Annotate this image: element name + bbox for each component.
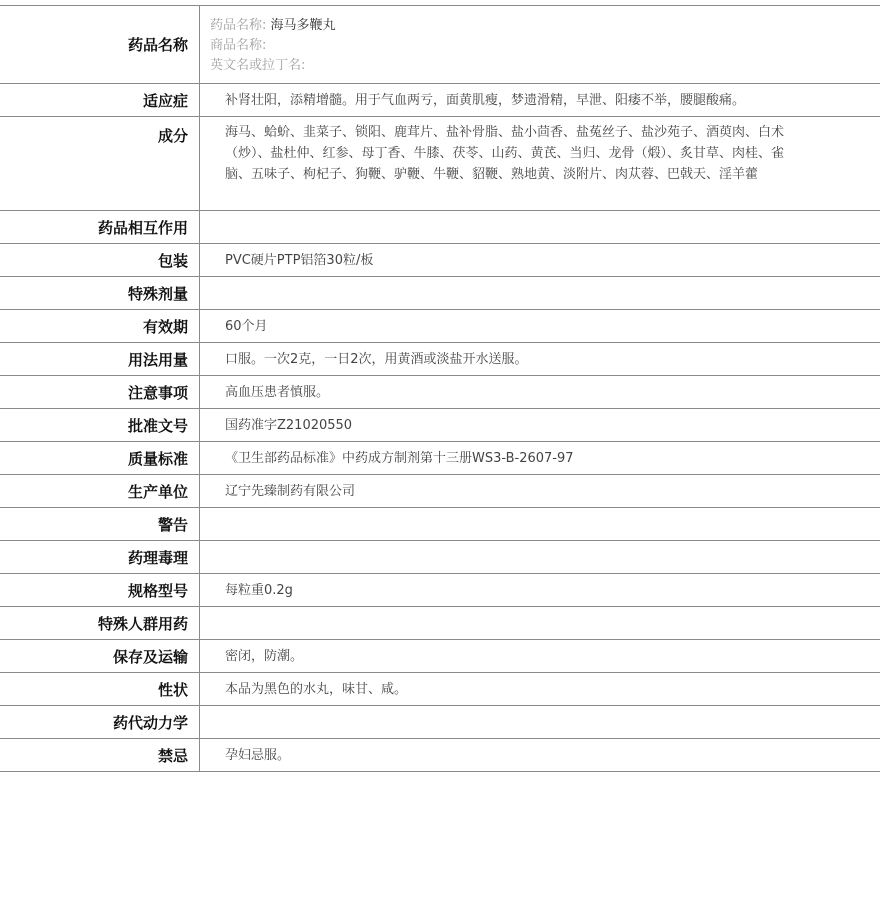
row-label: 保存及运输 — [0, 640, 200, 672]
row-label: 药代动力学 — [0, 706, 200, 738]
row-label: 禁忌 — [0, 739, 200, 771]
row-ingredients — [0, 117, 880, 211]
row-label: 用法用量 — [0, 343, 200, 375]
row-label: 包装 — [0, 244, 200, 276]
row-value — [200, 541, 880, 573]
row-value: 孕妇忌服。 — [225, 747, 291, 763]
row-label: 规格型号 — [0, 574, 200, 606]
row-label: 药理毒理 — [0, 541, 200, 573]
row-value — [200, 706, 880, 738]
row-special-dosage — [0, 277, 880, 310]
trade-name-key: 商品名称: — [210, 38, 267, 53]
drug-spec-table — [0, 5, 880, 772]
row-label: 生产单位 — [0, 475, 200, 507]
row-label: 质量标准 — [0, 442, 200, 474]
row-value — [200, 607, 880, 639]
generic-name-key: 药品名称: — [210, 18, 267, 33]
row-value: 高血压患者慎服。 — [225, 384, 330, 400]
row-label: 注意事项 — [0, 376, 200, 408]
generic-name-value: 海马多鞭丸 — [270, 18, 336, 33]
row-value: 补肾壮阳，添精增髓。用于气血两亏，面黄肌瘦，梦遗滑精，早泄、阳痿不举，腰腿酸痛。 — [225, 92, 746, 108]
row-label: 有效期 — [0, 310, 200, 342]
row-value: 60个月 — [225, 318, 268, 334]
row-value — [200, 508, 880, 540]
row-storage — [0, 640, 880, 673]
row-label: 批准文号 — [0, 409, 200, 441]
row-indications — [0, 84, 880, 117]
latin-name-key: 英文名或拉丁名: — [210, 58, 306, 73]
row-pharmacology — [0, 541, 880, 574]
row-value: 海马、蛤蚧、韭菜子、锁阳、鹿茸片、盐补骨脂、盐小茴香、盐菟丝子、盐沙苑子、酒萸肉、白术（炒）、盐杜仲、红参、母丁香、牛膝、茯苓、山药、黄芪、当归、龙骨（煅）、炙甘草、肉桂、雀脑、五味子、枸杞子、狗鞭、驴鞭、牛鞭、貂鞭、熟地黄、淡附片、肉苁蓉、巴戟天、淫羊藿 — [225, 125, 785, 182]
row-value: 辽宁先臻制药有限公司 — [225, 483, 356, 499]
trade-name-line — [210, 36, 870, 56]
row-description — [0, 673, 880, 706]
row-value: 每粒重0.2g — [225, 582, 293, 598]
row-value: PVC硬片PTP铝箔30粒/板 — [225, 252, 374, 268]
row-packaging — [0, 244, 880, 277]
row-precautions — [0, 376, 880, 409]
row-manufacturer — [0, 475, 880, 508]
row-value — [200, 211, 880, 243]
row-label: 适应症 — [0, 84, 200, 116]
row-shelf-life — [0, 310, 880, 343]
row-interactions — [0, 211, 880, 244]
row-value — [200, 6, 880, 83]
row-special-populations — [0, 607, 880, 640]
row-label: 药品相互作用 — [0, 211, 200, 243]
row-dosage — [0, 343, 880, 376]
row-value — [200, 277, 880, 309]
row-quality-standard — [0, 442, 880, 475]
row-label: 性状 — [0, 673, 200, 705]
row-drug-name — [0, 6, 880, 84]
row-value: 国药准字Z21020550 — [225, 417, 353, 433]
row-label: 成分 — [0, 117, 200, 210]
row-approval-number — [0, 409, 880, 442]
latin-name-line — [210, 56, 870, 76]
row-contraindications — [0, 739, 880, 772]
row-label: 药品名称 — [0, 6, 200, 83]
row-label: 特殊人群用药 — [0, 607, 200, 639]
row-specification — [0, 574, 880, 607]
row-label: 特殊剂量 — [0, 277, 200, 309]
row-pharmacokinetics — [0, 706, 880, 739]
generic-name-line — [210, 16, 870, 36]
row-value: 口服。一次2克，一日2次，用黄酒或淡盐开水送服。 — [225, 351, 528, 367]
row-value: 本品为黑色的水丸，味甘、咸。 — [225, 681, 408, 697]
row-value: 《卫生部药品标准》中药成方制剂第十三册WS3-B-2607-97 — [225, 450, 574, 466]
row-warning — [0, 508, 880, 541]
row-value: 密闭，防潮。 — [225, 648, 304, 664]
row-label: 警告 — [0, 508, 200, 540]
